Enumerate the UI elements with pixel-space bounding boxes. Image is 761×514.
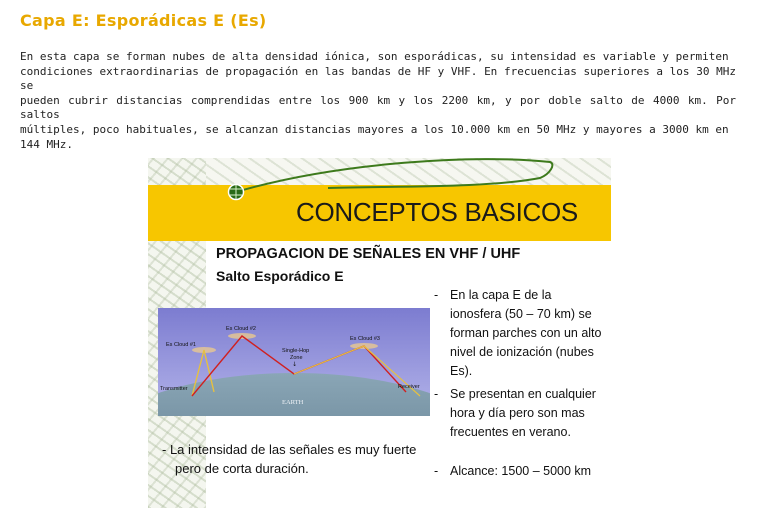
label-cloud-3: Es Cloud #3 bbox=[350, 336, 380, 342]
intro-line: condiciones extraordinarias de propagación en las bandas de HF y VHF. En frecuencias superiores a los 30 MHz se bbox=[20, 64, 736, 93]
bullet-item: - Alcance: 1500 – 5000 km bbox=[434, 464, 592, 478]
label-zone: Zone bbox=[290, 355, 303, 361]
arrow-down-icon: ↓ bbox=[292, 361, 298, 368]
label-receiver: Receiver bbox=[398, 384, 420, 390]
sporadic-e-diagram bbox=[158, 308, 430, 416]
intro-line: múltiples, poco habituales, se alcanzan distancias mayores a los 10.000 km en 50 MHz y mayores a 3000 km en bbox=[20, 122, 729, 136]
label-cloud-2: Es Cloud #2 bbox=[226, 326, 256, 332]
slide-subheading: Salto Esporádico E bbox=[216, 268, 344, 284]
note-line-2: pero de corta duración. bbox=[175, 461, 309, 476]
page-title: Capa E: Esporádicas E (Es) bbox=[20, 11, 267, 30]
label-earth: EARTH bbox=[282, 399, 304, 406]
intro-line: pueden cubrir distancias comprendidas entre los 900 km y los 2200 km, y por doble salto de 4000 km. Por saltos bbox=[20, 93, 736, 122]
concept-slide-image bbox=[148, 158, 611, 508]
signal-intensity-note bbox=[162, 440, 422, 478]
label-transmitter: Transmitter bbox=[160, 386, 188, 392]
slide-heading: PROPAGACION DE SEÑALES EN VHF / UHF bbox=[216, 246, 521, 262]
slide-banner-title: CONCEPTOS BASICOS bbox=[296, 197, 578, 227]
label-cloud-1: Es Cloud #1 bbox=[166, 342, 196, 348]
intro-paragraph bbox=[20, 50, 736, 152]
intro-line: 144 MHz. bbox=[20, 137, 73, 151]
note-line-1: - La intensidad de las señales es muy fuerte bbox=[162, 442, 417, 457]
bullet-item: - Se presentan en cualquier hora y día pero son mas frecuentes en verano. bbox=[434, 387, 596, 439]
bullet-item: - En la capa E de la ionosfera (50 – 70 km) se forman parches con un alto nivel de ionización (nubes Es). bbox=[434, 288, 602, 378]
label-single-hop: Single-Hop bbox=[282, 348, 310, 354]
bullet-list bbox=[434, 286, 604, 478]
intro-line: En esta capa se forman nubes de alta densidad iónica, son esporádicas, su intensidad es variable y permiten bbox=[20, 50, 729, 63]
